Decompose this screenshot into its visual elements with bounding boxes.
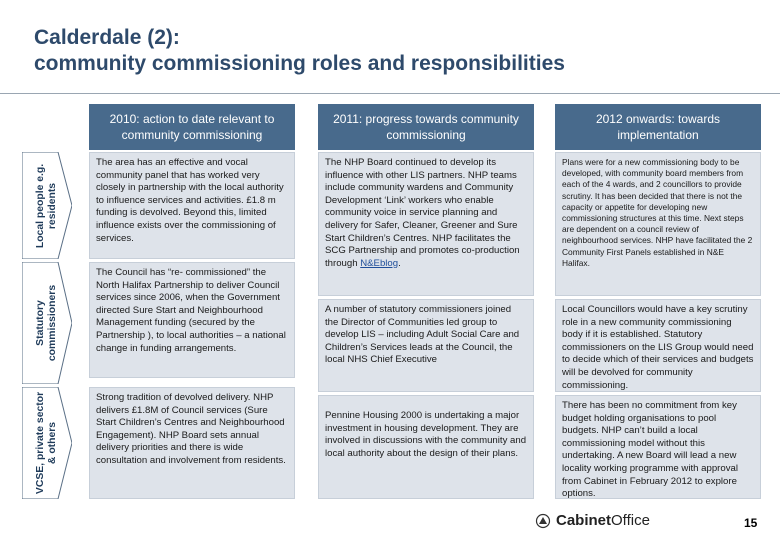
title-divider [0, 93, 780, 94]
row-label-text: VCSE, private sector & others [35, 391, 58, 495]
cabinet-office-logo [535, 512, 650, 529]
row-label-local-people [22, 152, 72, 259]
page-title-line-1: Calderdale (2): [34, 26, 180, 49]
cell-vcse-2010: Strong tradition of devolved delivery. NHP delivers £1.8M of Council services (Sure Start Children’s Centres and Neighbourhood Engagement). NHP Board sets annual delivery priorities and there is wide consultation and involvement from residents. [89, 387, 295, 499]
logo-text-bold: Cabinet [556, 512, 612, 529]
column-heading-2010: 2010: action to date relevant to community commissioning [89, 104, 295, 150]
page-title [34, 25, 565, 77]
cell-statutory-2012: Local Councillors would have a key scrutiny role in a new community commissioning body if it is established. Statutory commissioners on the LIS Group would need to decide which of their services and budgets will be devolved for community commissioning. [555, 299, 761, 392]
cell-local-people-2011 [318, 152, 534, 296]
column-heading-2011: 2011: progress towards community commissioning [318, 104, 534, 150]
page-number: 15 [744, 516, 758, 530]
crest-icon [535, 513, 551, 529]
column-heading-2012: 2012 onwards: towards implementation [555, 104, 761, 150]
cell-statutory-2011: A number of statutory commissioners joined the Director of Communities led group to develop LIS – including Adult Social Care and Children’s Services leads at the Council, the local NHS Chief Executive [318, 299, 534, 392]
cell-text: The NHP Board continued to develop its influence with other LIS partners. NHP teams include community wardens and Community Development ‘Link’ workers who enable community voice in service planning and delivery for Safer, Cleaner, Greener and Sure Start Children’s Centres. NHP facilitates the SCG Partnership and promotes co-production through [325, 157, 520, 269]
logo-text-light: Office [611, 512, 650, 529]
cell-vcse-2011: Pennine Housing 2000 is undertaking a major investment in housing development. They are involved in discussions with the community and local authority about the design of their plans. [318, 395, 534, 499]
cell-text-end: . [398, 257, 401, 269]
cell-statutory-2010: The Council has “re- commissioned” the North Halifax Partnership to deliver Council services since 2006, when the Government directed Sure Start and Neighbourhood Management funding (secured by the Partnership ), to local authorities – a national change in funding arrangements. [89, 262, 295, 378]
row-label-statutory [22, 262, 72, 384]
row-label-text: Local people e.g. residents [35, 163, 58, 248]
cell-local-people-2010: The area has an effective and vocal community panel that has worked very closely in partnership with the local authority to influence services and activities. £1.8 m funding is devolved. Beyond this, limited influence exists over the commissioning of services. [89, 152, 295, 259]
cell-vcse-2012: There has been no commitment from key budget holding organisations to pool budgets. NHP can’t build a local commissioning model without this undertaking. A new Board will lead a new locality working programme with approval from Cabinet in February 2012 to explore options. [555, 395, 761, 499]
row-label-text: Statutory commissioners [35, 284, 58, 362]
page-title-line-2: community commissioning roles and responsibilities [34, 52, 565, 75]
cell-local-people-2012: Plans were for a new commissioning body to be developed, with community board members from each of the 4 wards, and 2 councillors to provide scrutiny. It has been decided that there is not the capacity or appetite for developing new commissioning structures at this time. Next steps are dependent on a council review of neighbourhood services. NHP have facilitated the 2 Community First Panels established in N&E Halifax. [555, 152, 761, 296]
row-label-vcse [22, 387, 72, 499]
n-e-blog-link[interactable]: N&Eblog [360, 257, 399, 269]
